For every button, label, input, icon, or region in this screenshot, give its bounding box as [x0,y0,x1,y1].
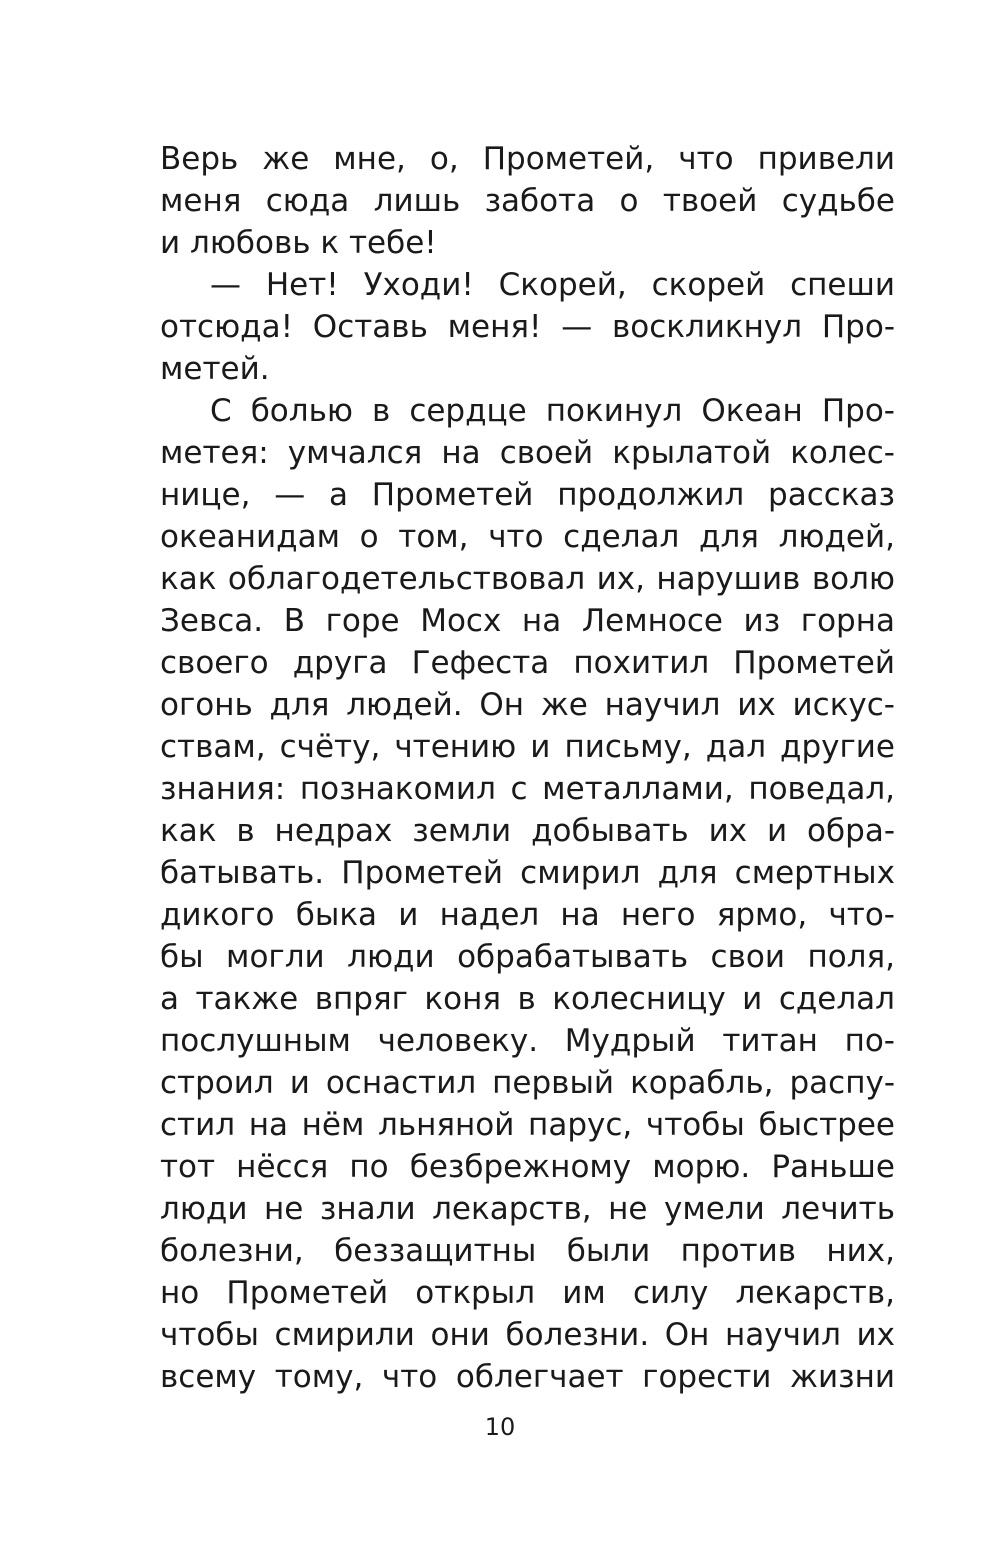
text-line: меня сюда лишь забота о твоей судьбе [160,183,895,219]
text-line: как в недрах земли добывать их и обра- [160,813,895,849]
text-line: но Прометей открыл им силу лекарств, [160,1275,895,1311]
page-text [160,138,895,1398]
text-line: океанидам о том, что сделал для людей, [160,519,895,555]
text-line: дикого быка и надел на него ярмо, что- [160,897,895,933]
text-line: Верь же мне, о, Прометей, что привели [160,141,895,177]
text-line: метей. [160,351,270,387]
paragraph-3 [160,390,895,1398]
paragraph-1 [160,138,895,264]
text-line: метея: умчался на своей крылатой колес- [160,435,895,471]
text-line: стил на нём льняной парус, чтобы быстрее [160,1107,895,1143]
text-line: — Нет! Уходи! Скорей, скорей спеши [210,267,895,303]
text-line: послушным человеку. Мудрый титан по- [160,1023,895,1059]
text-line: своего друга Гефеста похитил Прометей [160,645,895,681]
text-line: люди не знали лекарств, не умели лечить [160,1191,895,1227]
text-line: всему тому, что облегчает горести жизни [160,1359,895,1395]
text-line: С болью в сердце покинул Океан Про- [210,393,895,429]
text-line: строил и оснастил первый корабль, распу- [160,1065,895,1101]
text-line: ствам, счёту, чтению и письму, дал другие [160,729,895,765]
page-number: 10 [484,1413,516,1441]
text-line: батывать. Прометей смирил для смертных [160,855,895,891]
text-line: и любовь к тебе! [160,225,437,261]
text-line: знания: познакомил с металлами, поведал, [160,771,895,807]
text-line: Зевса. В горе Мосх на Лемносе из горна [160,603,895,639]
text-line: болезни, беззащитны были против них, [160,1233,895,1269]
paragraph-2 [160,264,895,390]
text-line: чтобы смирили они болезни. Он научил их [160,1317,895,1353]
text-line: отсюда! Оставь меня! — воскликнул Про- [160,309,895,345]
text-line: нице, — а Прометей продолжил рассказ [160,477,895,513]
text-line: а также впряг коня в колесницу и сделал [160,981,895,1017]
text-line: бы могли люди обрабатывать свои поля, [160,939,895,975]
text-line: как облагодетельствовал их, нарушив волю [160,561,895,597]
text-line: огонь для людей. Он же научил их искус- [160,687,895,723]
text-line: тот нёсся по безбрежному морю. Раньше [160,1149,895,1185]
